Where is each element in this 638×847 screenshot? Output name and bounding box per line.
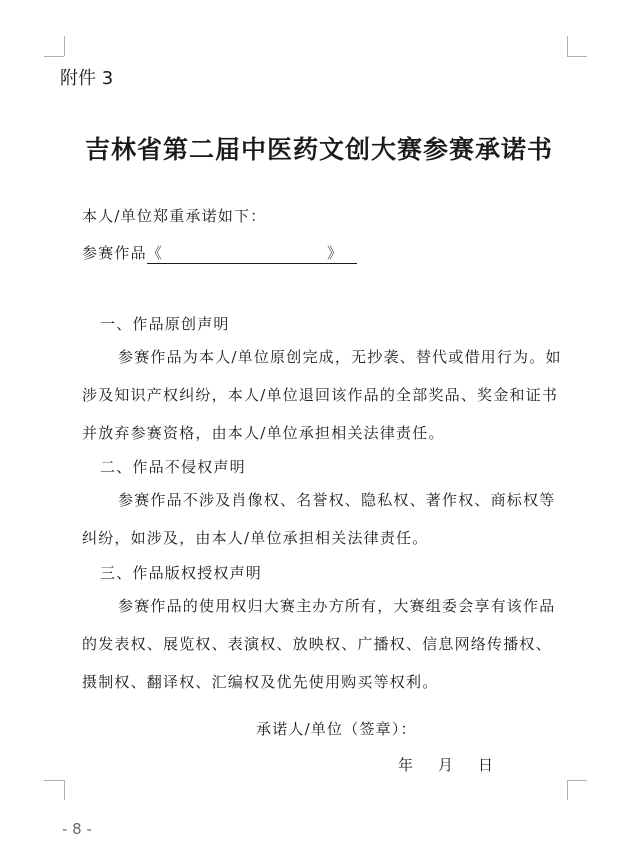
intro-text: 本人/单位郑重承诺如下：: [82, 207, 267, 225]
section-heading-2: 二、作品不侵权声明: [100, 458, 246, 476]
crop-mark-top-left-v: [64, 36, 65, 56]
section-body-2: 参赛作品不涉及肖像权、名誉权、隐私权、著作权、商标权等纠纷，如涉及，由本人/单位承担相关法律责任。: [82, 491, 556, 547]
entry-close-bracket: 》: [327, 244, 344, 262]
crop-mark-bottom-right-v: [567, 780, 568, 800]
date-year: 年: [398, 756, 415, 774]
entry-open-bracket: 《: [146, 244, 164, 262]
crop-mark-bottom-right-h: [567, 780, 587, 781]
section-body-1: 参赛作品为本人/单位原创完成，无抄袭、替代或借用行为。如涉及知识产权纠纷，本人/单位退回该作品的全部奖品、奖金和证书并放弃参赛资格，由本人/单位承担相关法律责任。: [82, 348, 562, 442]
crop-mark-top-right-h: [567, 56, 587, 57]
page-number: - 8 -: [62, 820, 92, 838]
crop-mark-top-right-v: [567, 36, 568, 56]
crop-mark-top-left-h: [44, 56, 64, 57]
section-heading-1: 一、作品原创声明: [100, 315, 230, 333]
date-day: 日: [478, 756, 495, 774]
entry-title-blank: [147, 242, 357, 264]
signature-label: 承诺人/单位（签章）：: [256, 720, 417, 738]
document-title: 吉林省第二届中医药文创大赛参赛承诺书: [84, 135, 553, 164]
date-month: 月: [438, 756, 455, 774]
entry-label: 参赛作品: [82, 244, 147, 262]
entry-line: [82, 242, 357, 264]
crop-mark-bottom-left-v: [64, 780, 65, 800]
section-body-3: 参赛作品的使用权归大赛主办方所有，大赛组委会享有该作品的发表权、展览权、表演权、放映权、广播权、信息网络传播权、摄制权、翻译权、汇编权及优先使用购买等权利。: [82, 597, 556, 691]
attachment-label: 附件 3: [60, 68, 114, 89]
crop-mark-bottom-left-h: [44, 780, 64, 781]
section-heading-3: 三、作品版权授权声明: [100, 564, 263, 582]
